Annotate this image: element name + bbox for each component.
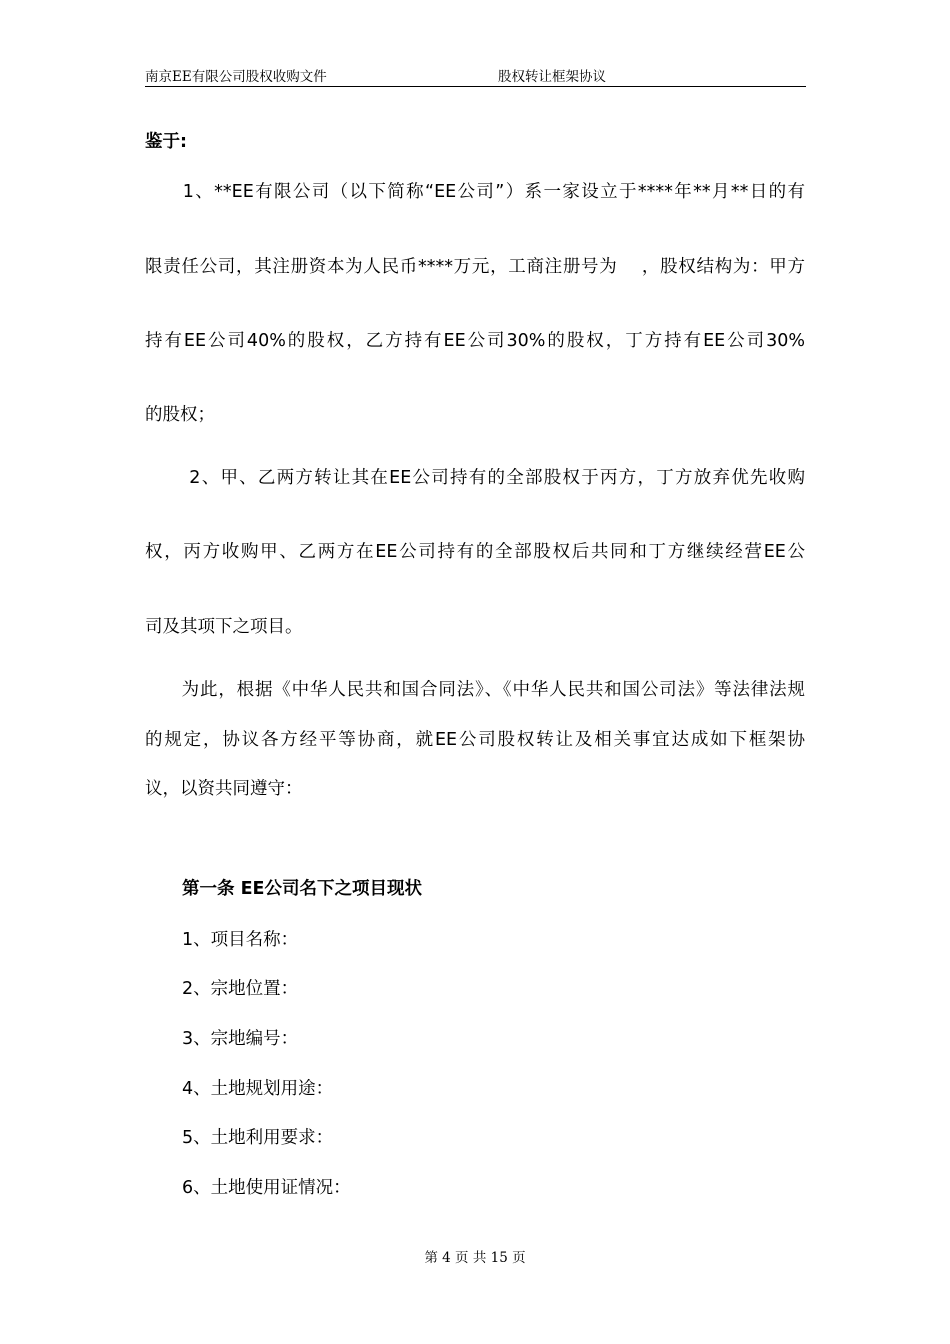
article1-item: 1、项目名称： bbox=[182, 930, 299, 950]
header-right: 股权转让框架协议 bbox=[498, 69, 606, 85]
article1-item: 4、土地规划用途： bbox=[182, 1079, 334, 1099]
para3-line: 的规定，协议各方经平等协商，就EE公司股权转让及相关事宜达成如下框架协 bbox=[145, 730, 805, 750]
article1-item: 2、宗地位置： bbox=[182, 979, 299, 999]
para3-line: 议，以资共同遵守： bbox=[145, 779, 303, 799]
para1-line: 1、**EE有限公司（以下简称“EE公司”）系一家设立于****年**月**日的有 bbox=[145, 182, 805, 202]
heading-whereas: 鉴于: bbox=[145, 132, 187, 152]
para2-line: 2、甲、乙两方转让其在EE公司持有的全部股权于丙方，丁方放弃优先收购 bbox=[145, 468, 805, 488]
article1-item: 5、土地利用要求： bbox=[182, 1128, 334, 1148]
para1-line: 的股权； bbox=[145, 405, 215, 425]
article1-item: 3、宗地编号： bbox=[182, 1029, 299, 1049]
para1-line: 限责任公司，其注册资本为人民币****万元，工商注册号为 ，股权结构为：甲方 bbox=[145, 257, 805, 277]
article1-title: 第一条 EE公司名下之项目现状 bbox=[182, 879, 423, 899]
para2-line: 权，丙方收购甲、乙两方在EE公司持有的全部股权后共同和丁方继续经营EE公 bbox=[145, 542, 805, 562]
para3-line: 为此，根据《中华人民共和国合同法》、《中华人民共和国公司法》等法律法规 bbox=[145, 680, 805, 700]
article1-item: 6、土地使用证情况： bbox=[182, 1178, 351, 1198]
header-rule bbox=[145, 86, 806, 87]
page-number: 第 4 页 共 15 页 bbox=[424, 1250, 526, 1266]
header-left: 南京EE有限公司股权收购文件 bbox=[145, 69, 327, 85]
para2-line: 司及其项下之项目。 bbox=[145, 617, 303, 637]
para1-line: 持有EE公司40%的股权，乙方持有EE公司30%的股权，丁方持有EE公司30% bbox=[145, 331, 805, 351]
